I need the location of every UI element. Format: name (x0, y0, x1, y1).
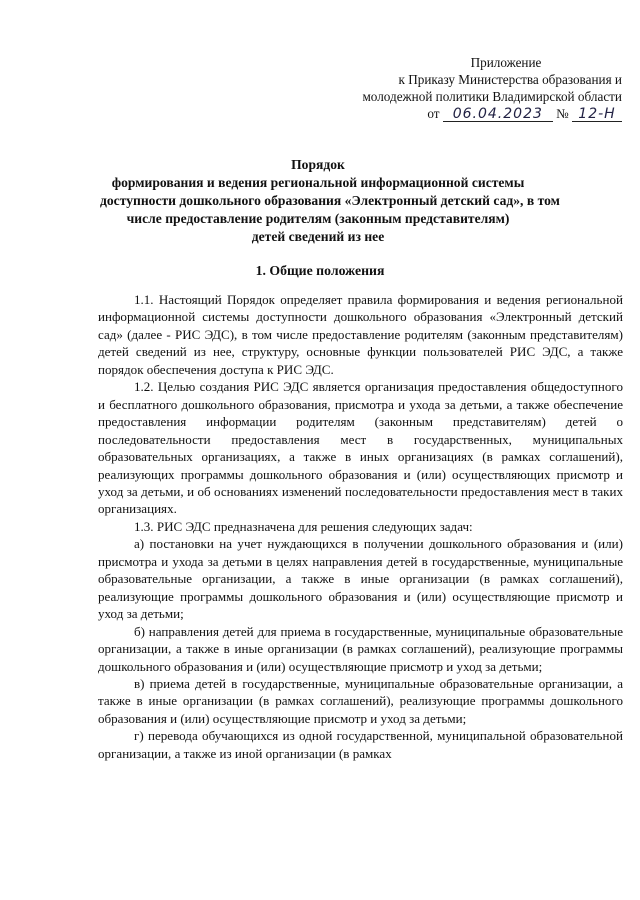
appendix-label: Приложение (470, 55, 542, 70)
paragraph: г) перевода обучающихся из одной государственной, муниципальной образовательной организации, а также из иной организации (в рамках (98, 728, 623, 761)
section-heading: 1. Общие положения (255, 263, 385, 278)
title-line: формирования и ведения региональной информационной системы (111, 175, 525, 190)
handwritten-date: 06.04.2023 (443, 107, 553, 122)
title-line: доступности дошкольного образования «Электронный детский сад», в том (100, 193, 560, 208)
paragraph: в) приема детей в государственные, муниципальные образовательные организации, а также в иные организации (в рамках соглашений), реализующие программы дошкольного образования и (или) осуществляющие присмотр и уход за детьми; (98, 675, 623, 726)
ministry-name-line: молодежной политики Владимирской области (362, 89, 622, 104)
document-title (100, 156, 560, 246)
approval-block (330, 54, 622, 122)
order-date-number-line (330, 105, 622, 122)
order-reference-line: к Приказу Министерства образования и (398, 72, 622, 87)
handwritten-number: 12-Н (572, 107, 622, 122)
section-body (98, 291, 623, 762)
paragraph: б) направления детей для приема в государственные, муниципальные образовательные организации, а также в иные организации (в рамках соглашений), реализующие программы дошкольного образования и (или) осуществляющие присмотр и уход за детьми; (98, 623, 623, 674)
paragraph: 1.2. Целью создания РИС ЭДС является организация предоставления общедоступного и бесплатного дошкольного образования, присмотра и ухода за детьми, а также обеспечение предоставления информации родителям (законным представителям) детей о последовательности предоставления мест в государственных, муниципальных образовательных организациях, а также в иных организациях (в рамках соглашений), реализующих программы дошкольного образования и (или) осуществляющих присмотр и уход за детьми, и об основаниях изменений последовательности предоставления мест в таких организациях. (98, 379, 623, 517)
paragraph: а) постановки на учет нуждающихся в получении дошкольного образования и (или) присмотра и ухода за детьми в целях направления детей в государственные, муниципальные образовательные организации, а также в иные организации (в рамках соглашений), реализующие программы дошкольного образования и (или) осуществляющие присмотр и уход за детьми; (98, 536, 623, 622)
number-prefix: № (556, 106, 569, 121)
paragraph: 1.1. Настоящий Порядок определяет правила формирования и ведения региональной информационной системы доступности дошкольного образования «Электронный детский сад» (далее - РИС ЭДС), в том числе предоставление родителям (законным представителям) детей сведений из нее, структуру, основные функции пользователей РИС ЭДС, а также порядок обеспечения доступа к РИС ЭДС. (98, 292, 623, 377)
paragraph: 1.3. РИС ЭДС предназначена для решения следующих задач: (134, 518, 473, 534)
title-line: детей сведений из нее (251, 229, 385, 244)
date-prefix: от (427, 106, 440, 121)
title-line: числе предоставление родителям (законным представителям) (126, 211, 510, 226)
title-line: Порядок (291, 157, 345, 172)
